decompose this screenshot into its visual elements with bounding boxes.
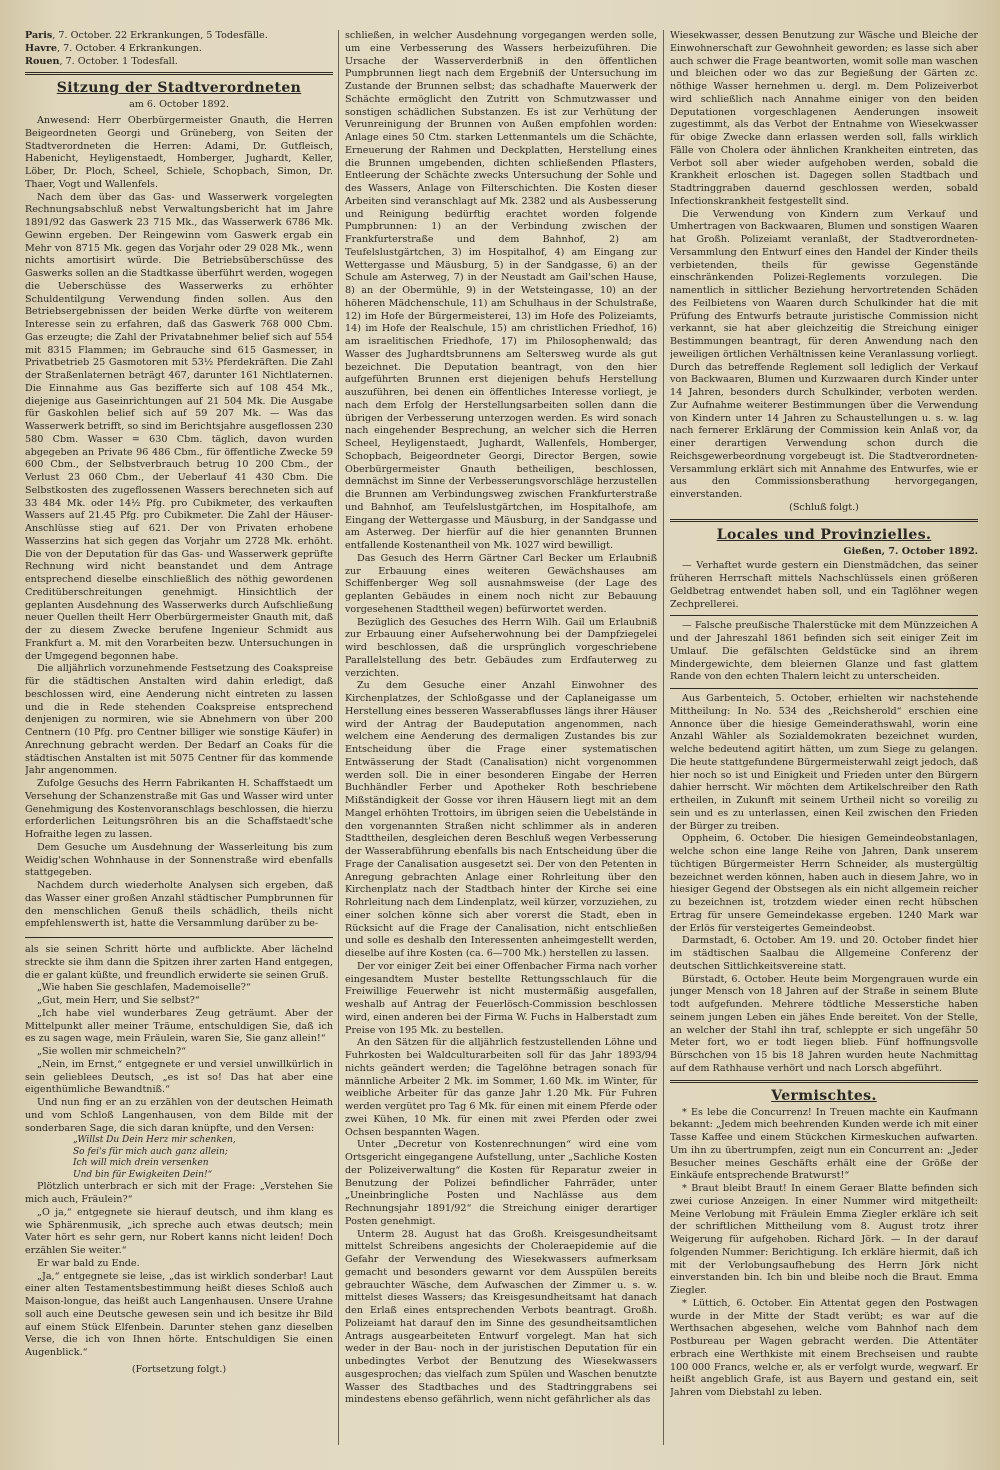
section-divider: [670, 1080, 978, 1083]
poem-verse: „Willst Du Dein Herz mir schenken, So fei's für mich auch ganz allein; Ich will mich drein versenken Und bin für Ewigkeiten Dein!“: [73, 1135, 236, 1180]
news-item: — Falsche preußische Thalerstücke mit dem Münzzeichen A und der Jahreszahl 1861 befinden sich seit einiger Zeit im Umlauf. Die gefälschten Geldstücke sind an ihrem Mindergewichte, dem bleiernen Glanze und fast glattem Rande von den echten Thalern leicht zu unterscheiden.: [670, 620, 978, 683]
article-paragraph: Dem Gesuche um Ausdehnung der Wasserleitung bis zum Weidig'schen Wohnhause in der Sonnenstraße wird ebenfalls stattgegeben.: [25, 841, 333, 879]
article-paragraph: Nach dem über das Gas- und Wasserwerk vorgelegten Rechnungsabschluß nebst Verwaltungsbericht hat im Jahre 1891/92 das Gaswerk 23 715 Mk., das Wasserwerk 6786 Mk. Gewinn ergeben. Der Reingewinn vom Gaswerk ergab ein Mehr von 8715 Mk. gegen das Vorjahr oder 29 028 Mk., wenn nichts amortisirt würde. Die Betriebsüberschüsse des Gaswerks sollen an die Stadtkasse überführt werden, wogegen die Ueberschüsse des Wasserwerks zu erhöhter Schuldentilgung Verwendung finden sollen. Aus den Betriebsergebnissen der beiden Werke dürfte von weiterem Interesse sein zu erfahren, daß das Gaswerk 768 000 Cbm. Gas erzeugte; die Zahl der Privatabnehmer belief sich auf 554 mit 8315 Flammen; im Gebrauche sind 615 Gasmesser, in Privatbetrieb 25 Gasmotoren mit 53½ Pferdekräften. Die Zahl der Straßenlaternen beträgt 467, darunter 161 Nichtlaternen. Die Einnahme aus Gas bezifferte sich auf 108 454 Mk., diejenige aus Gaseinrichtungen auf 21 504 Mk. Die Ausgabe für Gaskohlen belief sich auf 59 207 Mk. — Was das Wasserwerk betrifft, so sind im Berichtsjahre ausgeflossen 230 580 Cbm. Wasser = 630 Cbm. täglich, davon wurden abgegeben an Private 96 486 Cbm., für öffentliche Zwecke 59 600 Cbm., der Selbstverbrauch betrug 10 200 Cbm., der Verlust 23 060 Cbm., der Ueberlauf 41 430 Cbm. Die Selbstkosten des zugeflossenen Wassers berechneten sich auf 33 484 Mk. oder 14½ Pfg. pro Cubikmeter, des verkauften Wassers auf 21.45 Pfg. pro Cubikmeter. Die Zahl der Häuser-Anschlüsse stieg auf 621. Der von Privaten erhobene Wasserzins hat sich gegen das Vorjahr um 2728 Mk. erhöht. Die von der Deputation für das Gas- und Wasserwerk geprüfte Rechnung wird nicht beanstandet und dem Antrage entsprechend dieselbe einschließlich des nöthig gewordenen Creditüberschreitungen genehmigt. Hinsichtlich der geplanten Ausdehnung des Wasserwerks durch Aufschließung neuer Quellen theilt Herr Oberbürgermeister Gnauth mit, daß der zu diesem Zwecke berufene Ingenieur Schmidt aus Frankfurt a. M. mit den Vorarbeiten bezw. Untersuchungen in der Umgegend begonnen habe.: [25, 191, 333, 662]
cholera-report-line: Havre, 7. October. 4 Erkrankungen.: [25, 42, 202, 54]
serial-paragraph: „O ja,“ entgegnete sie hierauf deutsch, und ihm klang es wie Sphärenmusik, „ich spreche auch etwas deutsch; mein Vater hört es sehr gern, nur Robert kanns nicht leiden! Doch erzählen Sie weiter.“: [25, 1206, 333, 1256]
serial-paragraph: „Ich habe viel wunderbares Zeug geträumt. Aber der Mittelpunkt aller meiner Träume, entschuldigen Sie, daß ich es zu sagen wage, mein Fräulein, waren Sie, Sie ganz allein!“: [25, 1007, 333, 1045]
column-1: [25, 30, 333, 1455]
locales-dateline: Gießen, 7. October 1892.: [843, 545, 978, 557]
column-divider: [663, 30, 664, 1445]
news-item: Oppheim, 6. October. Die hiesigen Gemeindeobstanlagen, welche schon eine lange Reihe von Jahren, Dank unserem tüchtigen Bürgermeister Herrn Schneider, als mustergültig bezeichnet werden können, haben auch in diesem Jahre, wo in hiesiger Gegend der Obstsegen als ein nicht allgemein reicher zu bezeichnen ist, trotzdem wieder einen recht hübschen Ertrag für unsere Gemeindekasse ergeben. 1240 Mark war der Erlös für versteigertes Gemeindeobst.: [670, 833, 978, 934]
news-item: Darmstadt, 6. October. Am 19. und 20. October findet hier im städtischen Saalbau die Allgemeine Conferenz der deutschen Sittlichkeitsvereine statt.: [670, 935, 978, 972]
cholera-report-line: Rouen, 7. October. 1 Todesfall.: [25, 55, 178, 67]
news-item: * Lüttich, 6. October. Ein Attentat gegen den Postwagen wurde in der Mitte der Stadt verübt; es war auf die Werthsachen abgesehen, welche vom Bahnhof nach dem Postbureau per Wagen gebracht werden. Die Attentäter erbrach eine Werthkiste mit einem Brechseisen und raubte 100 000 Francs, welche er, als er verfolgt wurde, wegwarf. Er heißt angeblich Grafe, ist aus Bayern und gestand ein, seit Jahren vom Diebstahl zu leben.: [670, 1297, 978, 1398]
column-3: [670, 30, 978, 1455]
serial-paragraph: „Nein, im Ernst,“ entgegnete er und versiel unwillkürlich in sein gelieblees Deutsch, „es ist so! Das hat aber eine eigenthümliche Bewandtniß.“: [25, 1058, 333, 1096]
article-paragraph: An den Sätzen für die alljährlich festzustellenden Löhne und Fuhrkosten bei Waldculturarbeiten soll für das Jahr 1893/94 nichts geändert werden; die Tagelöhne betragen sonach für männliche Arbeiter 2 Mk. im Sommer, 1.60 Mk. im Winter, für weibliche Arbeiter für das ganze Jahr 1.20 Mk. Für Fuhren werden vergütet pro Tag 6 Mk. für einen mit einem Pferde oder zwei Kühen, 10 Mk. für einen mit zwei Pferden oder zwei Ochsen bespannten Wagen.: [345, 1037, 657, 1138]
serial-paragraph: „Wie haben Sie geschlafen, Mademoiselle?“: [37, 982, 251, 994]
serial-paragraph: „Ja,“ entgegnete sie leise, „das ist wirklich sonderbar! Laut einer alten Testamentsbestimmung heißt dieses Schloß auch Maison-longue, das heißt auch Langenhausen. Unsere Urahne soll auch eine Deutsche gewesen sein und ich besitze ihr Bild auf einem Stück Elfenbein. Darunter stehen ganz dieselben Verse, die ich von Ihnen hörte. Entschuldigen Sie einen Augenblick.“: [25, 1270, 333, 1358]
article-paragraph: Die alljährlich vorzunehmende Festsetzung des Coakspreise für die städtischen Anstalten wird dahin erledigt, daß beschlossen wird, eine Aenderung nicht eintreten zu lassen und die in Rede stehenden Coakspreise entsprechend denjenigen zu normiren, wie sie Abnehmern von über 200 Centnern (10 Pfg. pro Centner billiger wie sonstige Käufer) in Anrechnung gebracht werden. Der Bedarf an Coaks für die städtischen Anstalten ist mit 5075 Centner für das kommende Jahr angenommen.: [25, 663, 333, 777]
news-item: * Braut bleibt Braut! In einem Geraer Blatte befinden sich zwei curiose Anzeigen. In einer Nummer wird mitgetheilt: Meine Verlobung mit Fräulein Emma Ziegler erkläre ich seit der schriftlichen Mittheilung vom 8. August trotz ihrer Weigerung für aufgehoben. Richard Jörk. — In der darauf folgenden Nummer: Berichtigung. Ich erkläre hiermit, daß ich mit der Verlobungsaufhebung des Herrn Jörk nicht einverstanden bin. Ich bin und bleibe noch die Braut. Emma Ziegler.: [670, 1183, 978, 1296]
serial-paragraph: „Sie wollen mir schmeicheln?“: [37, 1046, 187, 1057]
locales-heading: Locales und Provinzielles.: [716, 526, 932, 543]
serial-paragraph: Und nun fing er an zu erzählen von der deutschen Heimath und vom Schloß Langenhausen, von dem Bilde mit der sonderbaren Sage, die sich daran knüpfte, und den Versen:: [25, 1097, 333, 1134]
misc-heading: Vermischtes.: [771, 1087, 877, 1104]
article-paragraph: Der vor einiger Zeit bei einer Offenbacher Firma nach vorher eingesandtem Muster bestellte Rettungsschlauch für die Freiwillige Feuerwehr ist nicht mustermäßig ausgefallen, weshalb auf Antrag der Feuerlösch-Commission beschlossen wird, einen anderen bei der Firma W. Fuchs in Halberstadt zum Preise von 195 Mk. zu bestellen.: [345, 960, 657, 1036]
serial-paragraph: Plötzlich unterbrach er sich mit der Frage: „Verstehen Sie mich auch, Fräulein?“: [25, 1181, 333, 1205]
to-be-continued: (Schluß folgt.): [789, 501, 859, 513]
serial-paragraph: „Gut, mein Herr, und Sie selbst?“: [37, 995, 200, 1006]
article-paragraph: Unterm 28. August hat das Großh. Kreisgesundheitsamt mittelst Schreibens angesichts der Choleraepidemie auf die Gefahr der Verwendung des Wiesekwassers aufmerksam gemacht und besonders gewarnt vor dem Ausspülen bereits gebrauchter Wäsche, dem Aufwaschen der Zimmer u. s. w. mittelst dieses Wassers; das Kreisgesundheitsamt hat danach den Erlaß eines entsprechenden Verbots beantragt. Großh. Polizeiamt hat darauf den im Sinne des gesundheitsamtlichen Antrags ausgearbeiteten Entwurf vorgelegt. Man hat sich weder in der Bau- noch in der juristischen Deputation für ein unbedingtes Verbot der Benutzung des Wiesekwassers ausgesprochen; das vielfach zum Spülen und Waschen benutzte Wasser des Stadtbaches und des Stadtringgrabens sei mindestens ebenso gefährlich, wenn nicht gefährlicher als das: [345, 1228, 657, 1406]
article-paragraph: schließen, in welcher Ausdehnung vorgegangen werden solle, um eine Verbesserung des Wassers herbeizuführen. Die Ursache der Wasserverderbniß in den öffentlichen Pumpbrunnen liegt nach dem Ergebniß der Untersuchung im Zustande der Brunnen selbst; das schadhafte Mauerwerk der Schächte ermöglicht den Zutritt von Schmutzwasser und sonstigen schädlichen Substanzen. Es ist zur Verhütung der Verunreinigung der Brunnen von Außen empfohlen worden: Anlage eines 50 Ctm. starken Lettenmantels um die Schächte, Erneuerung der Rahmen und Deckplatten, Herstellung eines die Brunnen umgebenden, dichten schließenden Pflasters, Entleerung der Schächte zwecks Untersuchung der Sohle und des Wassers, Anlage von Filterschichten. Die Kosten dieser Arbeiten sind veranschlagt auf Mk. 2382 und als Ausbesserung und Reinigung bedürftig erachtet worden folgende Pumpbrunnen: 1) an der Verbindung zwischen der Frankfurterstraße und dem Bahnhof, 2) am Teufelslustgärtchen, 3) im Hospitalhof, 4) am Eingang zur Wettergasse und Mäusburg, 5) in der Sandgasse, 6) an der Schule am Asterweg, 7) in der Neustadt am Gail'schen Hause, 8) an der Obermühle, 9) in der Wetsteingasse, 10) an der höheren Mädchenschule, 11) am Schulhaus in der Schulstraße, 12) im Hofe der Bürgermeisterei, 13) im Hofe des Polizeiamts, 14) im Hofe der Realschule, 15) am christlichen Friedhof, 16) am israelitischen Friedhofe, 17) im Philosophenwald; das Wasser des Jughardtsbrunnens am Seltersweg wurde als gut bezeichnet. Die Deputation beantragt, von den hier aufgeführten Brunnen erst diejenigen behufs Herstellung auszuführen, bei denen ein öffentliches Interesse vorliegt, je nach dem Erfolg der Herstellungsarbeiten sollen dann die übrigen der Verbesserung unterzogen werden. Es wird sonach nach eingehender Besprechung, an welcher sich die Herren Scheel, Heyligenstaedt, Jughardt, Wallenfels, Homberger, Schopbach, Beigeordneter Georgi, Director Bergen, sowie Oberbürgermeister Gnauth betheiligen, beschlossen, demnächst im Sinne der Verbesserungsvorschläge herzustellen die Brunnen am Verbindungsweg zwischen Frankfurterstraße und Bahnhof, am Teufelslustgärtchen, im Hospitalhofe, am Eingang der Wettergasse und Mäusburg, in der Sandgasse und am Asterweg. Der hierfür auf die hier genannten Brunnen entfallende Kostenantheil von Mk. 1027 wird bewilligt.: [345, 30, 657, 551]
news-item: * Es lebe die Concurrenz! In Treuen machte ein Kaufmann bekannt: „Jedem mich beehrenden Kunden werde ich mit einer Tasse Kaffee und einem Stückchen Kirmeskuchen aufwarten. Um ihn zu übertrumpfen, zeigt nun ein Concurrent an: „Jeder Besucher meines Geschäfts erhält eine der Größe der Einkäufe entsprechende Bratwurst!“: [670, 1106, 978, 1182]
section-divider: [670, 519, 978, 522]
serial-paragraph: Er war bald zu Ende.: [37, 1257, 140, 1269]
council-session-heading: Sitzung der Stadtverordneten: [56, 80, 302, 97]
council-session-date: am 6. October 1892.: [129, 99, 229, 111]
article-paragraph: Nachdem durch wiederholte Analysen sich ergeben, daß das Wasser einer großen Anzahl städtischer Pumpbrunnen für den menschlichen Genuß theils schädlich, theils nicht empfehlenswerth ist, hatte die Versammlung darüber zu be-: [25, 880, 333, 930]
article-paragraph: Anwesend: Herr Oberbürgermeister Gnauth, die Herren Beigeordneten Georgi und Grüneberg, von Seiten der Stadtverordneten die Herren: Adami, Dr. Gutfleisch, Habenicht, Heyligenstaedt, Homberger, Jughardt, Keller, Löber, Dr. Ploch, Scheel, Schiele, Schopbach, Simon, Dr. Thaer, Vogt und Wallenfels.: [25, 115, 333, 190]
cholera-report: [25, 30, 333, 68]
news-item: Bürstadt, 6. October. Heute beim Morgengrauen wurde ein junger Mensch von 18 Jahren auf der Straße in seinem Blute todt aufgefunden. Mehrere tödtliche Messerstiche haben seinem jungen Leben ein jähes Ende bereitet. Von der Stelle, an welcher der Stahl ihn traf, schleppte er sich ungefähr 50 Meter fort, wo er todt liegen blieb. Fünf hoffnungsvolle Bürschchen von 15 bis 18 Jahren wurden heute Nachmittag auf dem Rathhause verhört und nach Lorsch abgeführt.: [670, 973, 978, 1074]
cholera-report-line: Paris, 7. October. 22 Erkrankungen, 5 Todesfälle.: [25, 30, 268, 41]
feuilleton-divider: [25, 937, 333, 938]
article-paragraph: Bezüglich des Gesuches des Herrn Wilh. Gail um Erlaubniß zur Erbauung einer Aufseherwohnung bei der Dampfziegelei wird beschlossen, daß die ursprünglich vorgeschriebene Parallelstellung des betr. Gebäudes zum Erdfauterweg zu verzichten.: [345, 616, 657, 679]
item-divider: [670, 615, 978, 616]
article-paragraph: Die Verwendung von Kindern zum Verkauf und Umhertragen von Backwaaren, Blumen und sonstigen Waaren hat Großh. Polizeiamt veranlaßt, der Stadtverordneten-Versammlung den Entwurf eines den Handel der Kinder theils verbietenden, theils für gewisse Gegenstände einschränkenden Polizei-Reglements vorzulegen. Die namentlich in sittlicher Beziehung hervortretenden Schäden des Feilbietens von Waaren durch Schulkinder hat die mit Prüfung des Entwurfs betraute juristische Commission nicht verkannt, sie hat aber gleichzeitig die Streichung einiger Bestimmungen beantragt, für deren Anwendung nach den jeweiligen örtlichen Verhältnissen keine Veranlassung vorliegt. Durch das betreffende Reglement soll lediglich der Verkauf von Backwaaren, Blumen und Kurzwaaren durch Kinder unter 14 Jahren, besonders durch Schulkinder, verboten werden. Zur Aufnahme weiterer Bestimmungen über die Verwendung von Kindern unter 14 Jahren zu Schaustellungen u. s. w. lag nach fernerer Erklärung der Commission kein Anlaß vor, da einer derartigen Verwendung schon durch die Reichsgewerbeordnung vorgebeugt ist. Die Stadtverordneten-Versammlung erklärt sich mit Annahme des Entwurfes, wie er aus den Commissionsberathung hervorgegangen, einverstanden.: [670, 208, 978, 500]
to-be-continued: (Fortsetzung folgt.): [131, 1363, 227, 1375]
item-divider: [670, 688, 978, 689]
feuilleton: [25, 944, 333, 1377]
article-paragraph: Das Gesuch des Herrn Gärtner Carl Becker um Erlaubniß zur Erbauung eines weiteren Gewächshauses am Schiffenberger Weg soll ausnahmsweise (der Lage des geplanten Gebäudes in einem noch nicht zur Bebauung vorgesehenen Stadttheil wegen) befürwortet werden.: [345, 552, 657, 615]
article-paragraph: Unter „Decretur von Kostenrechnungen“ wird eine vom Ortsgericht eingegangene Aufstellung, unter „Sachliche Kosten der Polizeiverwaltung“ die Kosten für Reparatur zweier in Benutzung der Polizei befindlicher Fahrräder, unter „Uneinbringliche Posten und Nachlässe aus dem Rechnungsjahr 1891/92“ die Streichung einiger derartiger Posten genehmigt.: [345, 1139, 657, 1227]
news-item: — Verhaftet wurde gestern ein Dienstmädchen, das seiner früheren Herrschaft mittels Nachschlüssels einen größeren Geldbetrag entwendet haben soll, und ein Taglöhner wegen Zechprellerei.: [670, 560, 978, 610]
article-paragraph: Zu dem Gesuche einer Anzahl Einwohner des Kirchenplatzes, der Schloßgasse und der Caplaneigasse um Herstellung eines besseren Wasserabflusses längs ihrer Häuser wird der Antrag der Baudeputation angenommen, nach welchem eine Aenderung des dermaligen Zustandes bis zur Entscheidung über die Frage einer systematischen Entwässerung der Stadt (Canalisation) nicht vorgenommen werden soll. Die in einer besonderen Eingabe der Herren Buchhändler Ferber und Apotheker Roth beschriebene Mißständigkeit der Gosse vor ihren Häusern liegt mit an dem Mangel erhöhten Trottoirs, im übrigen seien die Uebelstände in den vorgenannten Straßen nicht schlimmer als in anderen Stadttheilen, desgleichen deren Beschluß wegen Verbesserung der Wasserabführung ebenfalls bis nach Entscheidung über die Frage der Canalisation ausgesetzt sei. Der von den Petenten in Anregung gebrachten Anlage einer Rohrleitung über den Kirchenplatz nach der Stadtbach hinter der Kirche sei eine Rohrleitung nach dem Lindenplatz, weil kürzer, vorzuziehen, zu einer solchen könne sich aber vorerst die Stadt, eben in Rücksicht auf die Frage der Canalisation, nicht entschließen und solle es deshalb den Interessenten anheimgestellt werden, dieselbe auf ihre Kosten (ca. 6—700 Mk.) herstellen zu lassen.: [345, 680, 657, 959]
article-paragraph: Wiesekwasser, dessen Benutzung zur Wäsche und Bleiche der Einwohnerschaft zur Gewohnheit geworden; es lasse sich aber auch schwer die Frage beantworten, womit solle man waschen und bleichen oder wo das zur Begießung der Gärten zc. nöthige Wasser hernehmen u. dergl. m. Dem Polizeiverbot wird schließlich nach Annahme einiger von den beiden Deputationen vorgeschlagenen Aenderungen insoweit zugestimmt, als das Verbot der Entnahme von Wiesekwasser für obige Zwecke dann erlassen werden soll, falls wirklich Fälle von Cholera oder ähnlichen Krankheiten eintreten, das Verbot soll aber wieder aufgehoben werden, sobald die Krankheit erloschen ist. Dagegen sollen Stadtbach und Stadtringgraben dauernd geschlossen werden, sobald Infectionskrankheit festgestellt sind.: [670, 30, 978, 207]
column-divider: [338, 30, 339, 1445]
article-paragraph: Zufolge Gesuchs des Herrn Fabrikanten H. Schaffstaedt um Versehung der Schanzenstraße mit Gas und Wasser wird unter Genehmigung des Kostenvoranschlags beschlossen, die hierzu erforderlichen Leitungsröhren bis an die Schaffstaedt'sche Hofraithe legen zu lassen.: [25, 778, 333, 840]
section-divider: [25, 72, 333, 75]
news-item: Aus Garbenteich, 5. October, erhielten wir nachstehende Mittheilung: In No. 534 des „Reichsherold“ erschien eine Annonce über die hiesige Gemeinderathswahl, worin eine Anzahl Wähler als Sozialdemokraten bezeichnet wurden, welche bedeutend agitirt hätten, um zum Siege zu gelangen. Die heute stattgefundene Bürgermeisterwahl zeigt jedoch, daß hier noch so ist und Einigkeit und Frieden unter den Bürgern dahier herrscht. Wir möchten dem Artikelschreiber den Rath ertheilen, in Zukunft mit seinem Urtheil nicht so voreilig zu sein und es zu unterlassen, einen Keil zwischen den Frieden der Bürger zu treiben.: [670, 693, 978, 832]
column-2: [345, 30, 657, 1455]
serial-paragraph: als sie seinen Schritt hörte und aufblickte. Aber lächelnd streckte sie ihm dann die Spitzen ihrer zarten Hand entgegen, die er galant küßte, und freundlich erwiderte sie seinen Gruß.: [25, 944, 333, 981]
